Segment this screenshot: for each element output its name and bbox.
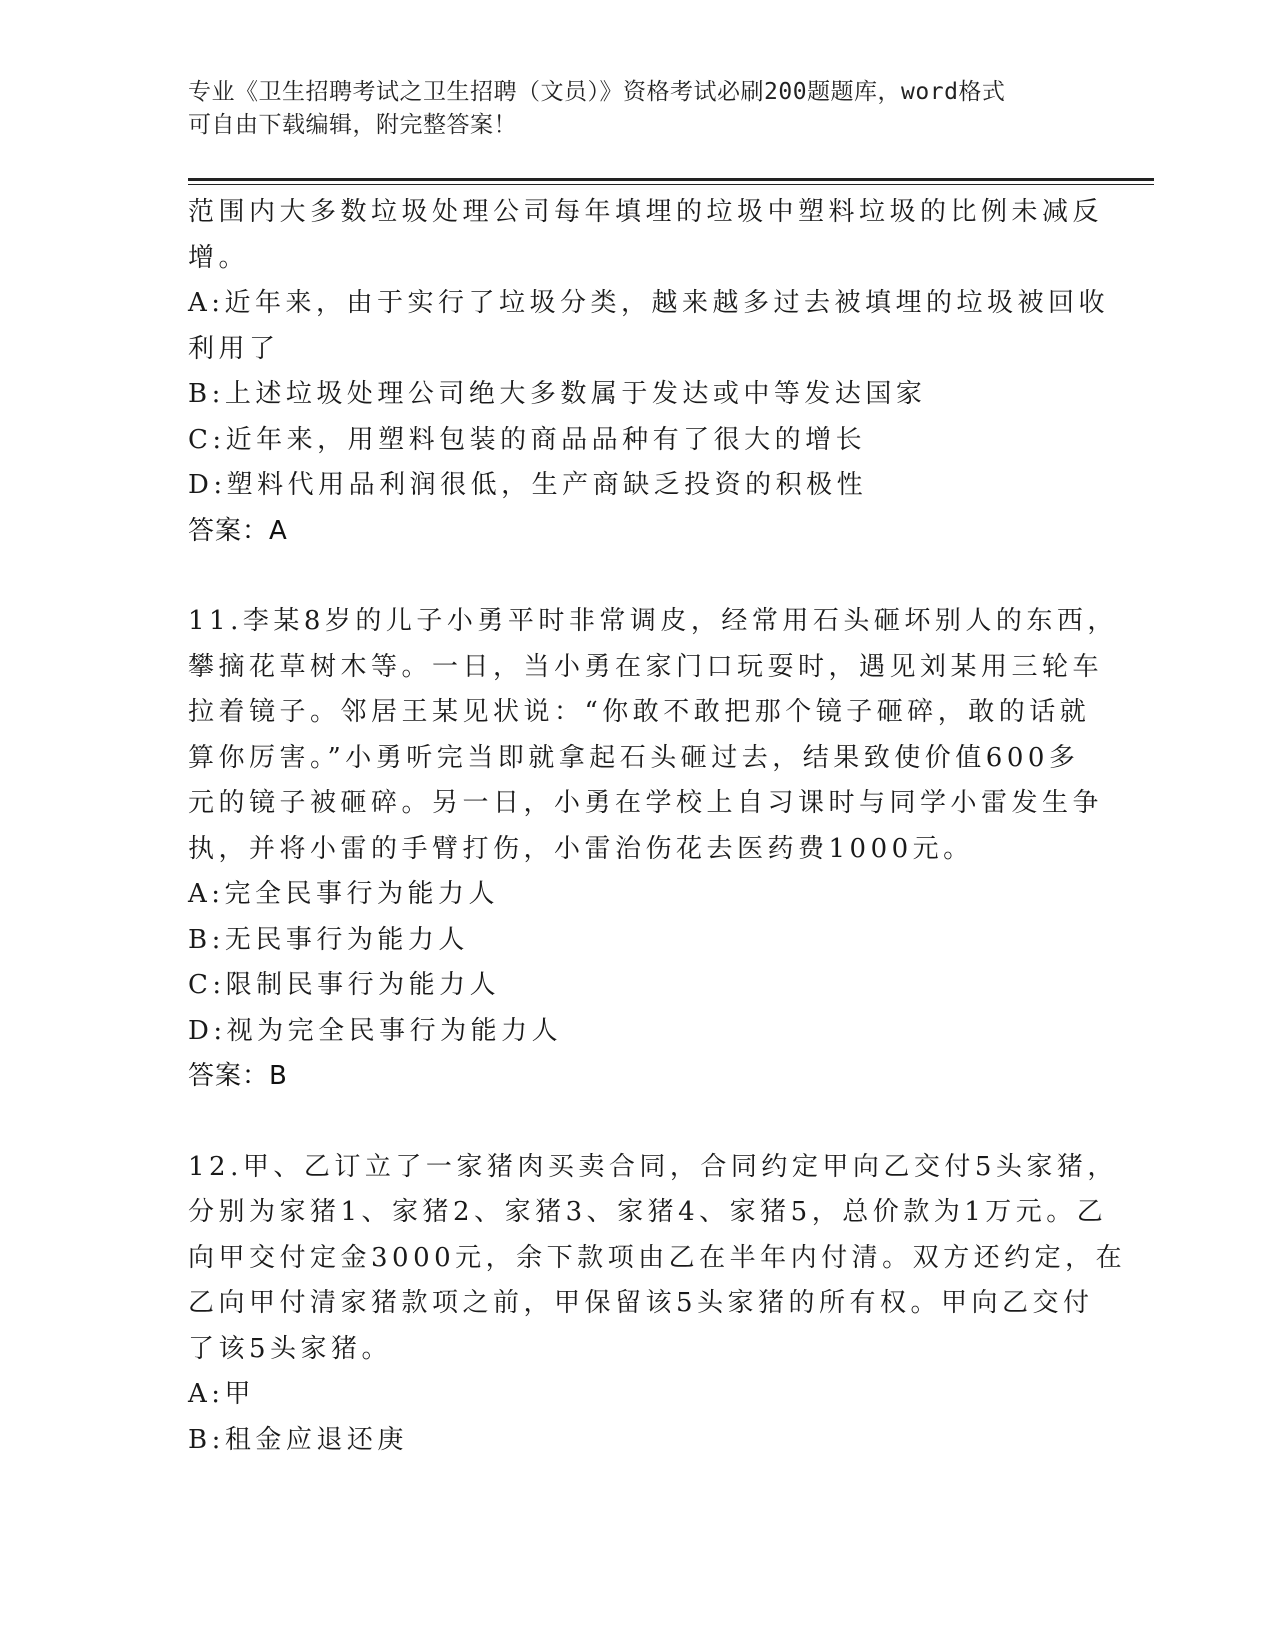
question-10 (188, 190, 1110, 554)
question-stem-line: 增。 (188, 242, 250, 273)
document-header (188, 76, 1068, 142)
question-stem-line: 向甲交付定金3000元，余下款项由乙在半年内付清。双方还约定，在 (188, 1242, 1127, 1273)
option-a: A:甲 (188, 1379, 256, 1409)
spacer (188, 554, 1088, 599)
option-c: C:限制民事行为能力人 (188, 970, 501, 1000)
option-a-line: A:近年来，由于实行了垃圾分类，越来越多过去被填埋的垃圾被回收 (188, 288, 1110, 318)
option-a-line: 利用了 (188, 333, 280, 364)
question-stem-line: 11.李某8岁的儿子小勇平时非常调皮，经常用石头砸坏别人的东西， (188, 606, 1118, 636)
option-d: D:塑料代用品利润很低，生产商缺乏投资的积极性 (188, 470, 868, 500)
question-stem-line: 攀摘花草树木等。一日，当小勇在家门口玩耍时，遇见刘某用三轮车 (188, 651, 1104, 682)
header-rule-thick (188, 178, 1154, 181)
option-b: B:租金应退还庚 (188, 1424, 408, 1455)
question-11 (188, 599, 1118, 1100)
spacer (188, 1100, 1088, 1145)
question-stem-line: 算你厉害。”小勇听完当即就拿起石头砸过去，结果致使价值600多 (188, 742, 1080, 773)
header-line-2: 可自由下载编辑，附完整答案！ (188, 112, 517, 138)
question-stem-line: 12.甲、乙订立了一家猪肉买卖合同，合同约定甲向乙交付5头家猪， (188, 1151, 1118, 1182)
option-c: C:近年来，用塑料包装的商品品种有了很大的增长 (188, 424, 867, 455)
document-body (188, 190, 1127, 1463)
option-a: A:完全民事行为能力人 (188, 879, 500, 909)
option-b: B:无民事行为能力人 (188, 924, 469, 955)
question-stem-line: 范围内大多数垃圾处理公司每年填埋的垃圾中塑料垃圾的比例未减反 (188, 197, 1104, 227)
question-stem-line: 拉着镜子。邻居王某见状说：“你敢不敢把那个镜子砸碎，敢的话就 (188, 697, 1091, 727)
question-12 (188, 1145, 1127, 1464)
answer-label: 答案：A (188, 515, 288, 546)
answer-label: 答案：B (188, 1061, 288, 1091)
option-d: D:视为完全民事行为能力人 (188, 1015, 563, 1046)
question-stem-line: 分别为家猪1、家猪2、家猪3、家猪4、家猪5，总价款为1万元。乙 (188, 1197, 1108, 1227)
header-rule-thin (188, 184, 1154, 185)
option-b: B:上述垃圾处理公司绝大多数属于发达或中等发达国家 (188, 379, 927, 409)
question-stem-line: 执，并将小雷的手臂打伤，小雷治伤花去医药费1000元。 (188, 833, 974, 864)
question-stem-line: 元的镜子被砸碎。另一日，小勇在学校上自习课时与同学小雷发生争 (188, 788, 1104, 818)
question-stem-line: 了该5头家猪。 (188, 1333, 393, 1364)
question-stem-line: 乙向甲付清家猪款项之前，甲保留该5头家猪的所有权。甲向乙交付 (188, 1288, 1094, 1318)
header-line-1: 专业《卫生招聘考试之卫生招聘（文员）》资格考试必刷200题题库，word格式 (188, 79, 1006, 105)
